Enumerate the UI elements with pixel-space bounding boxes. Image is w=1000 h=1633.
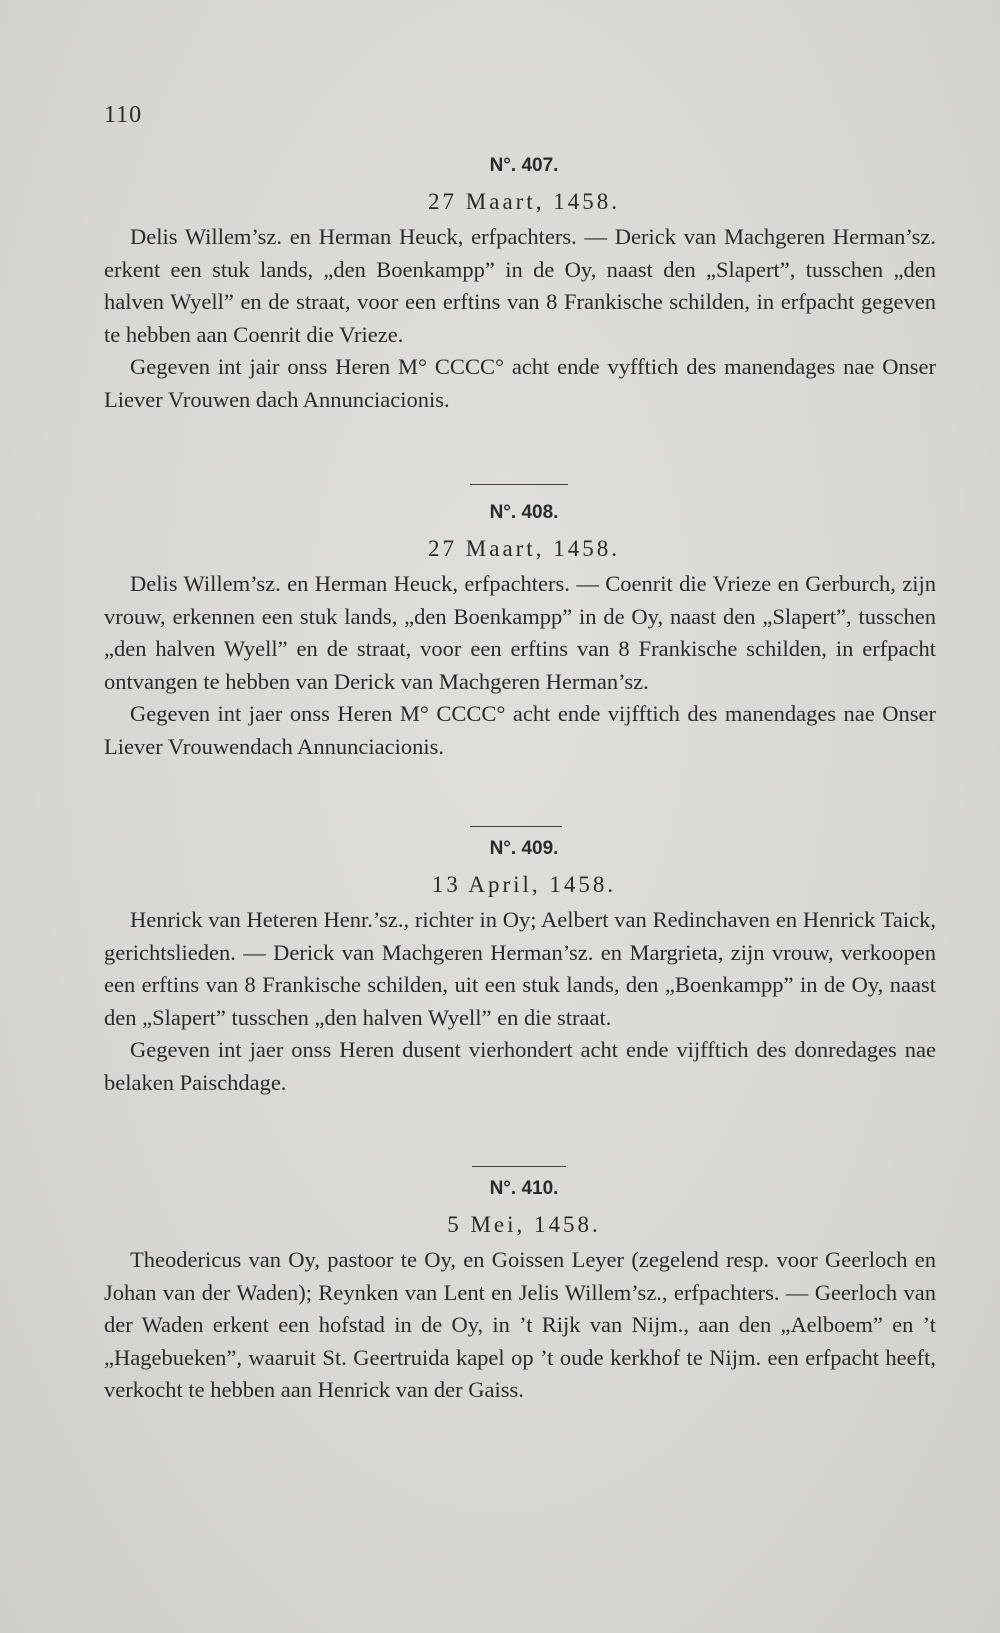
entry-body: Theodericus van Oy, pastoor te Oy, en Goissen Leyer (zegelend resp. voor Geerloch en Johan van der Waden); Reynken van Lent en Jelis Willem’sz., erfpachters. — Geerloch van der Waden erkent een hofstad in de Oy, in ’t Rijk van Nijm., aan den „Aelboem” en ’t „Hagebueken”, waaruit St. Geertruida kapel op ’t oude kerkhof te Nijm. een erfpacht heeft, verkocht te hebben aan Henrick van der Gaiss. — [104, 1247, 936, 1402]
entry-body: Delis Willem’sz. en Herman Heuck, erfpachters. — Coenrit die Vrieze en Gerburch, zijn vrouw, erkennen een stuk lands, „den Boenkampp” in de Oy, naast den „Slapert”, tusschen „den halven Wyell” en de straat, voor een erftins van 8 Frankische schilden, in erfpacht ontvangen te hebben van Derick van Machgeren Herman’sz. — [104, 571, 936, 694]
page-number: 110 — [104, 102, 143, 128]
entry-body: Henrick van Heteren Henr.’sz., richter in Oy; Aelbert van Redinchaven en Henrick Taick, gerichtslieden. — Derick van Machgeren Herman’sz. en Margrieta, zijn vrouw, verkoopen een erftins van 8 Frankische schilden, uit een stuk lands, den „Boenkampp” in de Oy, naast den „Slapert” tusschen „den halven Wyell” en die straat. — [104, 907, 936, 1030]
entry-date: 13 April, 1458. — [431, 872, 617, 897]
charter-entry-408 — [104, 502, 936, 763]
entry-body: Delis Willem’sz. en Herman Heuck, erfpachters. — Derick van Machgeren Herman’sz. erkent een stuk lands, „den Boenkampp” in de Oy, naast den „Slapert”, tusschen „den halven Wyell” en de straat, voor een erftins van 8 Frankische schilden, in erfpacht gegeven te hebben aan Coenrit die Vrieze. — [104, 224, 936, 347]
entry-dating-clause: Gegeven int jair onss Heren M° CCCC° acht ende vyfftich des manendages nae Onser Liever Vrouwen dach Annunciacionis. — [104, 354, 936, 412]
entry-dating-clause: Gegeven int jaer onss Heren M° CCCC° acht ende vijfftich des manendages nae Onser Liever Vrouwendach Annunciacionis. — [104, 701, 936, 759]
separator-rule — [470, 484, 568, 485]
charter-entry-407 — [104, 155, 936, 416]
charter-entry-409 — [104, 838, 936, 1099]
entry-number: N°. 409. — [489, 838, 559, 859]
separator-rule — [470, 826, 562, 827]
entry-dating-clause: Gegeven int jaer onss Heren dusent vierhondert acht ende vijfftich des donredages nae belaken Paischdage. — [104, 1037, 936, 1095]
entry-number: N°. 407. — [489, 155, 559, 176]
separator-rule — [472, 1166, 566, 1167]
entry-date: 5 Mei, 1458. — [447, 1212, 601, 1237]
entry-number: N°. 408. — [489, 502, 559, 523]
entry-number: N°. 410. — [489, 1178, 559, 1199]
entry-date: 27 Maart, 1458. — [428, 536, 620, 561]
entry-date: 27 Maart, 1458. — [428, 189, 620, 214]
charter-entry-410 — [104, 1178, 936, 1407]
